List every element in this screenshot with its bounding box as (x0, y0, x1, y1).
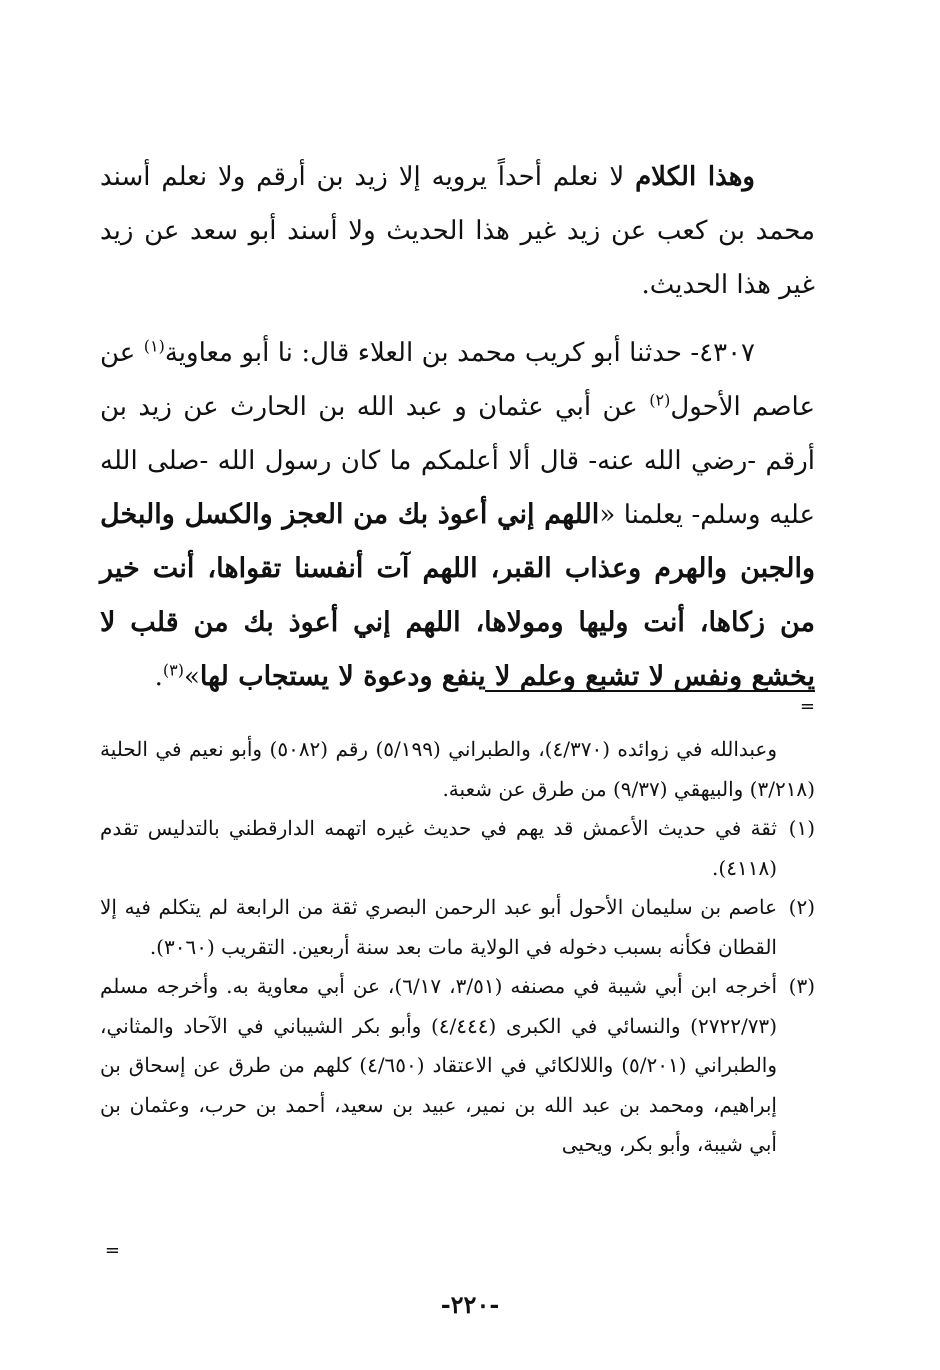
footnote-separator (485, 690, 815, 692)
footnote-number: (١) (788, 816, 815, 840)
footnote-continuation-text: وعبدالله في زوائده (٤/٣٧٠)، والطبراني (٥/١٩٩) رقم (٥٠٨٢) وأبو نعيم في الحلية (٣/٢١٨) والبيهقي (٩/٣٧) من طرق عن شعبة. (100, 737, 815, 801)
paragraph-lead: وهذا الكلام (635, 162, 755, 192)
hadith-chain-mid-2: عن أبي عثمان و عبد الله بن الحارث عن زيد بن أرقم -رضي الله عنه- قال ألا أعلمكم ما كان رسول الله -صلى الله عليه وسلم- يعلمنا « (100, 392, 815, 530)
paragraph-text: لا نعلم أحداً يرويه إلا زيد بن أرقم ولا نعلم أسند محمد بن كعب عن زيد غير هذا الحديث ولا أسند أبو سعد عن زيد غير هذا الحديث. (100, 162, 815, 300)
footnote-number: (٢) (788, 895, 815, 919)
footnote-ref-2[interactable]: (٢) (649, 390, 671, 410)
footnote-ref-3[interactable]: (٣) (162, 660, 184, 680)
paragraph-commentary (100, 150, 815, 312)
footnote-continuation (100, 730, 815, 809)
page-number: -٢٢٠- (440, 1290, 500, 1319)
main-text (100, 150, 815, 716)
footnote-1 (100, 809, 815, 888)
footnote-3 (100, 967, 815, 1165)
hadith-close-quote: » (183, 662, 200, 692)
footnote-ref-1[interactable]: (١) (143, 336, 165, 356)
hadith-chain-mid-1: عن عاصم الأحول (100, 338, 815, 422)
hadith-text: اللهم إني أعوذ بك من العجز والكسل والبخل والجبن والهرم وعذاب القبر، اللهم آت أنفسنا تقواها، أنت خير من زكاها، أنت وليها ومولاها، اللهم إني أعوذ بك من قلب لا يخشع ونفس لا تشبع وعلم لا ينفع ودعوة لا يستجاب لها (100, 499, 815, 692)
footnote-text: أخرجه ابن أبي شيبة في مصنفه (٣/٥١، ٦/١٧)، عن أبي معاوية به. وأخرجه مسلم (٢٧٢٢/٧٣) والنسائي في الكبرى (٤/٤٤٤) وأبو بكر الشيباني في الآحاد والمثاني، والطبراني (٥/٢٠١) واللالكائي في الاعتقاد (٤/٦٥٠) كلهم من طرق عن إسحاق بن إبراهيم، ومحمد بن عبد الله بن نمير، عبيد بن سعيد، أحمد بن حرب، وعثمان بن أبي شيبة، وأبو بكر، ويحيى (100, 974, 778, 1156)
footnote-text: عاصم بن سليمان الأحول أبو عبد الرحمن البصري ثقة من الرابعة لم يتكلم فيه إلا القطان فكأنه بسبب دخوله في الولاية مات بعد سنة أربعين. التقريب (٣٠٦٠). (100, 895, 777, 959)
footnotes (100, 730, 815, 1165)
hadith-paragraph (100, 326, 815, 704)
continuation-mark-top: = (799, 696, 815, 717)
hadith-chain-start: ٤٣٠٧- حدثنا أبو كريب محمد بن العلاء قال: نا أبو معاوية (164, 338, 755, 368)
footnote-2 (100, 888, 815, 967)
footnote-text: ثقة في حديث الأعمش قد يهم في حديث غيره اتهمه الدارقطني بالتدليس تقدم (٤١١٨). (100, 816, 777, 880)
continuation-mark-bottom: = (104, 1240, 120, 1261)
hadith-end: . (154, 662, 163, 692)
footnote-number: (٣) (788, 974, 815, 998)
